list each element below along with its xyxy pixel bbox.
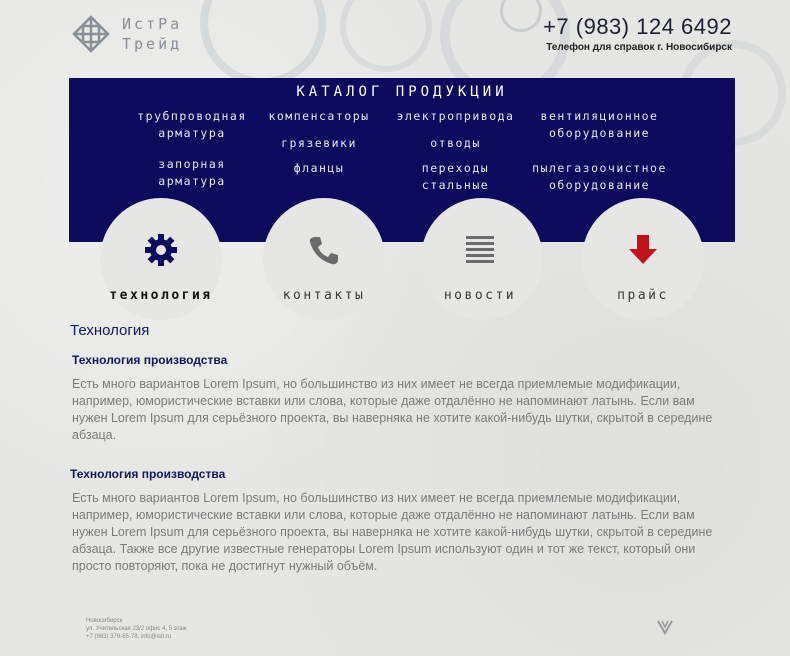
catalog-item-label: электропривода (396, 109, 515, 123)
brand-name-line1: ИстРа (122, 15, 183, 33)
brand-logo[interactable] (72, 14, 182, 54)
catalog-item-compensators[interactable] (259, 108, 379, 125)
content-section (70, 353, 730, 444)
nav-label: новости (443, 288, 517, 303)
catalog-item-strainers[interactable] (259, 135, 379, 152)
nav-item-technology[interactable] (86, 233, 236, 303)
catalog-title: КАТАЛОГ ПРОДУКЦИИ (296, 84, 508, 100)
nav-label: прайс (617, 288, 669, 303)
catalog-item-label: стальные (421, 178, 490, 192)
catalog-item-label: трубпроводная (137, 109, 247, 123)
phone-handset-icon (307, 233, 341, 267)
footer-address (86, 617, 187, 641)
gear-icon (144, 233, 178, 267)
content-section (68, 467, 730, 575)
catalog-item-shutoff-valves[interactable] (127, 156, 257, 190)
page-title: Технология (70, 322, 150, 339)
catalog-item-label: грязевики (281, 136, 357, 150)
news-lines-icon (463, 233, 497, 267)
brand-name-line2: Трейд (122, 35, 183, 53)
catalog-item-steel-reducers[interactable] (383, 160, 528, 194)
catalog-item-label: оборудование (548, 178, 651, 192)
brand-name (122, 14, 182, 54)
background-gauge-decoration (340, 0, 432, 72)
download-arrow-icon (626, 233, 660, 267)
catalog-item-dust-gas-cleaning[interactable] (527, 160, 672, 194)
section-heading: Технология производства (72, 353, 228, 367)
catalog-item-label: арматура (158, 126, 226, 140)
catalog-item-label: вентиляционное (540, 109, 659, 123)
nav-item-news[interactable] (405, 233, 555, 303)
nav-item-contacts[interactable] (249, 233, 399, 303)
phone-number[interactable]: +7 (983) 124 6492 (543, 14, 732, 39)
phone-caption: Телефон для справок г. Новосибирск (546, 42, 732, 53)
section-text: Есть много вариантов Lorem Ipsum, но большинство из них имеет не всегда приемлемые модификации, например, юмористические вставки или слова, которые даже отдалённо не напоминают латынь. Если вам нужен Lorem Ipsum для серьёзного проекта, вы наверняка не хотите какой-нибудь шутки, скрытой в середине абзаца. Также все другие известные генераторы Lorem Ipsum используют один и тот же текст, который они просто повторяют, пока не достигнут нужный объём. (72, 491, 713, 573)
section-heading: Технология производства (70, 467, 226, 481)
footer-street: ул. Учительская 23/2 офис 4, 5 этаж (86, 626, 187, 632)
catalog-item-label: отводы (430, 136, 481, 150)
logo-emblem-icon (72, 15, 110, 53)
header-contact (543, 14, 732, 53)
catalog-item-flanges[interactable] (259, 160, 379, 177)
catalog-item-ventilation[interactable] (527, 108, 672, 142)
footer-city: Новосибирск (86, 618, 123, 624)
catalog-item-pipeline-valves[interactable] (127, 108, 257, 142)
nav-label: контакты (282, 288, 366, 303)
catalog-item-label: переходы (421, 161, 490, 175)
nav-label: технология (109, 288, 213, 303)
main-content (70, 322, 730, 575)
footer-phone-email: +7 (983) 379-65-78, info@istr.ru (86, 634, 172, 640)
developer-logo-icon[interactable] (656, 618, 674, 641)
catalog-item-label: арматура (158, 174, 226, 188)
catalog-item-label: оборудование (548, 126, 651, 140)
background-gear-decoration (200, 0, 326, 86)
section-text: Есть много вариантов Lorem Ipsum, но большинство из них имеет не всегда приемлемые модификации, например, юмористические вставки или слова, которые даже отдалённо не напоминают латынь. Если вам нужен Lorem Ipsum для серьёзного проекта, вы наверняка не хотите какой-нибудь шутки, скрытой в середине абзаца. (72, 377, 713, 442)
catalog-item-actuators[interactable] (383, 108, 528, 125)
nav-item-price[interactable] (568, 233, 718, 303)
catalog-item-label: запорная (158, 157, 226, 171)
catalog-item-bends[interactable] (383, 135, 528, 152)
catalog-item-label: фланцы (293, 161, 345, 175)
chevron-mark-icon (656, 618, 674, 636)
catalog-item-label: пылегазоочистное (532, 161, 667, 175)
catalog-item-label: компенсаторы (268, 109, 370, 123)
